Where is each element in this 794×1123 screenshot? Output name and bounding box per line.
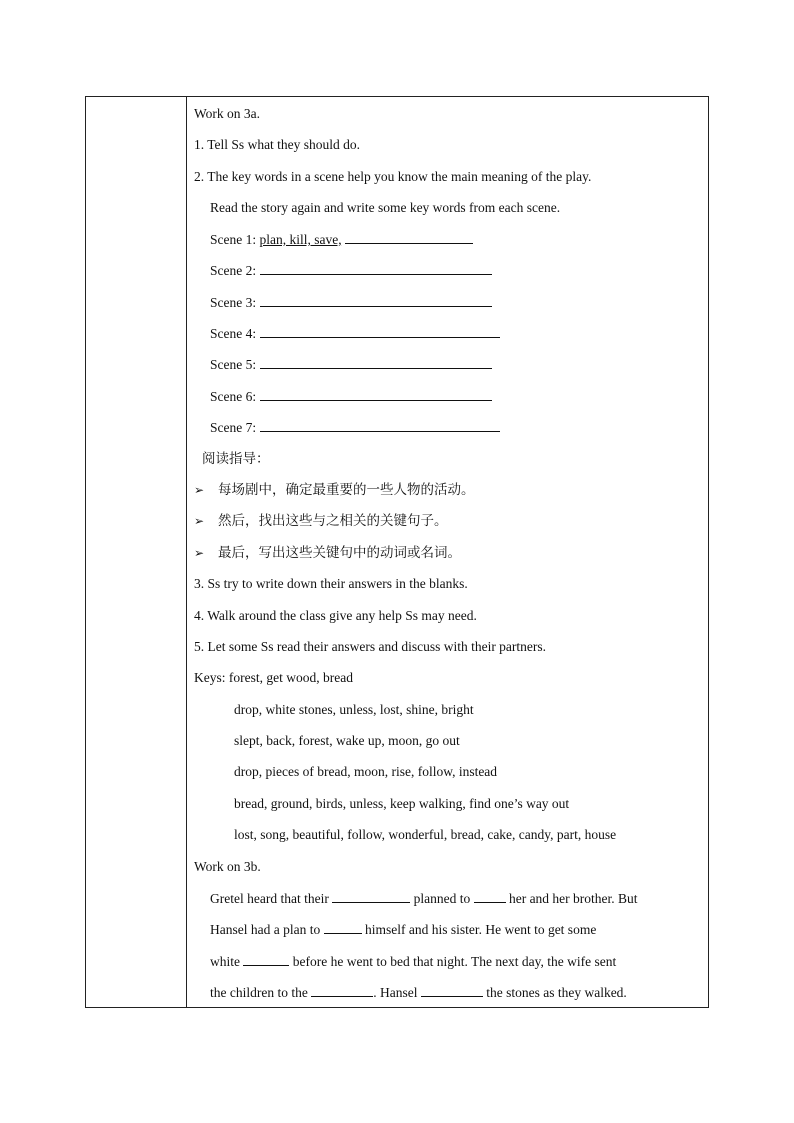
- answer-blank[interactable]: [260, 355, 492, 369]
- key-item: forest, get wood, bread: [228, 670, 353, 685]
- guide-item: [194, 481, 475, 499]
- cloze-blank[interactable]: [243, 952, 289, 966]
- reading-guide-title: 阅读指导：: [202, 451, 270, 467]
- cloze-text: planned to: [413, 891, 471, 906]
- guide-text: 最后，写出这些关键句中的动词或名词。: [218, 545, 461, 561]
- key-item: lost, song, beautiful, follow, wonderful, bread, cake, candy, part, house: [234, 827, 617, 842]
- arrowhead-bullet-icon: ➢: [194, 514, 205, 528]
- scene-label: Scene 5:: [210, 357, 257, 372]
- answer-blank[interactable]: [260, 418, 500, 432]
- guide-text: 每场剧中，确定最重要的一些人物的活动。: [218, 482, 475, 498]
- arrowhead-bullet-icon: ➢: [194, 483, 205, 497]
- scene-label: Scene 1:: [210, 232, 257, 247]
- scene-label: Scene 3:: [210, 295, 257, 310]
- cloze-text: the stones as they walked.: [486, 985, 627, 1000]
- lesson-table: [85, 96, 709, 1008]
- cloze-blank[interactable]: [332, 889, 410, 903]
- step-2-instruction: Read the story again and write some key words from each scene.: [210, 200, 561, 215]
- cloze-line: [210, 952, 616, 971]
- cloze-line: [210, 920, 596, 939]
- work-3b-heading: Work on 3b.: [194, 859, 261, 874]
- arrowhead-bullet-icon: ➢: [194, 546, 205, 560]
- guide-text: 然后，找出这些与之相关的关键句子。: [218, 513, 448, 529]
- keys-label: Keys:: [194, 670, 226, 685]
- scene-line: [210, 261, 492, 280]
- cloze-text: the children to the: [210, 985, 308, 1000]
- scene-line: [210, 293, 492, 312]
- scene-label: Scene 2:: [210, 263, 257, 278]
- cloze-blank[interactable]: [474, 889, 506, 903]
- cloze-text: . Hansel: [373, 985, 418, 1000]
- cloze-line: [210, 983, 627, 1002]
- step-4: 4. Walk around the class give any help Ss may need.: [194, 608, 477, 623]
- answer-blank[interactable]: [260, 324, 500, 338]
- answer-blank[interactable]: [345, 230, 473, 244]
- scene-line: [210, 387, 492, 406]
- answer-blank[interactable]: [260, 387, 492, 401]
- scene-label: Scene 6:: [210, 389, 257, 404]
- step-5: 5. Let some Ss read their answers and discuss with their partners.: [194, 639, 547, 654]
- step-3: 3. Ss try to write down their answers in the blanks.: [194, 576, 468, 591]
- scene-answer: plan, kill, save,: [259, 232, 342, 247]
- cloze-text: before he went to bed that night. The next day, the wife sent: [292, 954, 617, 969]
- cloze-text: white: [210, 954, 240, 969]
- key-item: bread, ground, birds, unless, keep walking, find one’s way out: [234, 796, 570, 811]
- scene-label: Scene 7:: [210, 420, 257, 435]
- answer-blank[interactable]: [260, 261, 492, 275]
- guide-item: [194, 512, 448, 530]
- scene-line: [210, 324, 500, 343]
- scene-line: [210, 418, 500, 437]
- step-2: 2. The key words in a scene help you know the main meaning of the play.: [194, 169, 592, 184]
- key-item: slept, back, forest, wake up, moon, go out: [234, 733, 460, 748]
- key-item: drop, pieces of bread, moon, rise, follow, instead: [234, 764, 498, 779]
- key-item: drop, white stones, unless, lost, shine, bright: [234, 702, 474, 717]
- answer-blank[interactable]: [260, 293, 492, 307]
- scene-line: [210, 355, 492, 374]
- step-1: 1. Tell Ss what they should do.: [194, 137, 361, 152]
- scene-line: [210, 230, 473, 249]
- keys-line: [194, 669, 353, 687]
- cloze-blank[interactable]: [324, 920, 362, 934]
- cloze-text: her and her brother. But: [508, 891, 638, 906]
- cloze-text: Hansel had a plan to: [210, 922, 321, 937]
- cloze-blank[interactable]: [311, 983, 373, 997]
- cloze-text: himself and his sister. He went to get some: [364, 922, 597, 937]
- work-3a-heading: Work on 3a.: [194, 106, 261, 121]
- left-column-cell: [86, 97, 187, 1007]
- cloze-text: Gretel heard that their: [210, 891, 329, 906]
- scene-label: Scene 4:: [210, 326, 257, 341]
- guide-item: [194, 544, 461, 562]
- cloze-line: [210, 889, 638, 908]
- cloze-blank[interactable]: [421, 983, 483, 997]
